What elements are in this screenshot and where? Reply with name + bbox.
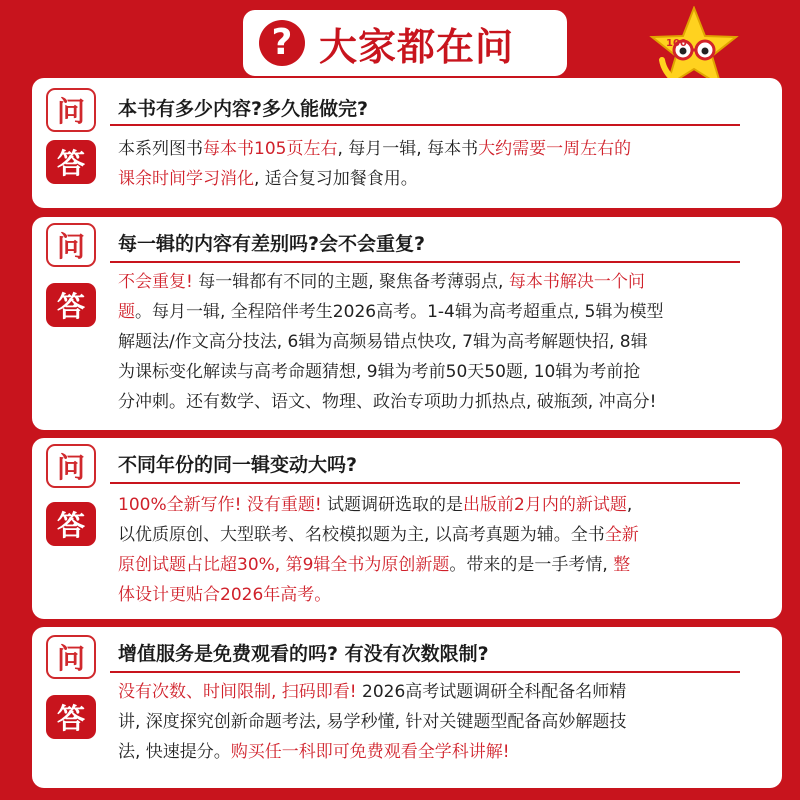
divider	[110, 261, 740, 263]
question-badge: 问	[46, 635, 96, 679]
answer-highlight: 100%全新写作! 没有重题!	[118, 495, 322, 515]
question-badge: 问	[46, 88, 96, 132]
answer-text	[118, 134, 768, 194]
answer-highlight: 每本书105页左右	[203, 139, 338, 159]
answer-segment: , 适合复习加餐食用。	[254, 169, 418, 189]
answer-badge: 答	[46, 695, 96, 739]
question-badge: 问	[46, 223, 96, 267]
divider	[110, 124, 740, 126]
question-mark-icon: ?	[259, 20, 305, 66]
answer-segment: 以优质原创、大型联考、名校模拟题为主, 以高考真题为辅。全书	[118, 525, 605, 545]
divider	[110, 482, 740, 484]
answer-segment: 解题法/作文高分技法, 6辑为高频易错点快攻, 7辑为高考解题快招, 8辑	[118, 332, 648, 352]
faq-card-3	[32, 438, 782, 619]
question-badge: 问	[46, 444, 96, 488]
question-text: 不同年份的同一辑变动大吗?	[118, 454, 358, 476]
answer-highlight: 出版前2月内的新试题	[463, 495, 627, 515]
page-title: 大家都在问	[319, 24, 515, 69]
answer-badge: 答	[46, 502, 96, 546]
question-text: 增值服务是免费观看的吗? 有没有次数限制?	[118, 643, 489, 665]
mascot-label: 100	[666, 38, 687, 49]
answer-segment: 2026高考试题调研全科配备名师精	[356, 682, 627, 702]
question-text: 本书有多少内容?多久能做完?	[118, 98, 369, 120]
answer-highlight: 原创试题占比超30%, 第9辑全书为原创新题	[118, 555, 450, 575]
answer-segment: 本系列图书	[118, 139, 203, 159]
answer-badge: 答	[46, 140, 96, 184]
answer-segment: 讲, 深度探究创新命题考法, 易学秒懂, 针对关键题型配备高妙解题技	[118, 712, 627, 732]
answer-segment: 。每月一辑, 全程陪伴考生2026高考。1-4辑为高考超重点, 5辑为模型	[135, 302, 664, 322]
answer-highlight: 体设计更贴合2026年高考。	[118, 585, 332, 605]
answer-text	[118, 267, 768, 417]
answer-badge: 答	[46, 283, 96, 327]
answer-segment: 法, 快速提分。	[118, 742, 231, 762]
answer-highlight: 购买任一科即可免费观看全学科讲解!	[230, 742, 510, 762]
answer-highlight: 没有次数、时间限制, 扫码即看!	[118, 682, 357, 702]
answer-highlight: 不会重复!	[118, 272, 193, 292]
answer-segment: , 每月一辑, 每本书	[337, 139, 479, 159]
faq-card-1	[32, 78, 782, 208]
answer-highlight: 题	[118, 302, 135, 322]
answer-segment: 每一辑都有不同的主题, 聚焦备考薄弱点,	[192, 272, 509, 292]
answer-segment: ,	[626, 495, 633, 515]
answer-highlight: 大约需要一周左右的	[478, 139, 632, 159]
answer-highlight: 每本书解决一个问	[508, 272, 645, 292]
faq-card-4	[32, 627, 782, 788]
answer-text	[118, 677, 768, 767]
answer-highlight: 整	[613, 555, 631, 575]
title-banner	[243, 10, 567, 76]
answer-segment: 。带来的是一手考情,	[449, 555, 614, 575]
answer-segment: 分冲刺。还有数学、语文、物理、政治专项助力抓热点, 破瓶颈, 冲高分!	[118, 392, 657, 412]
answer-text	[118, 490, 768, 610]
answer-segment: 试题调研选取的是	[321, 495, 464, 515]
question-text: 每一辑的内容有差别吗?会不会重复?	[118, 233, 426, 255]
faq-card-2	[32, 217, 782, 430]
answer-segment: 为课标变化解读与高考命题猜想, 9辑为考前50天50题, 10辑为考前抢	[118, 362, 641, 382]
answer-highlight: 课余时间学习消化	[118, 169, 254, 189]
answer-highlight: 全新	[604, 525, 639, 545]
divider	[110, 671, 740, 673]
